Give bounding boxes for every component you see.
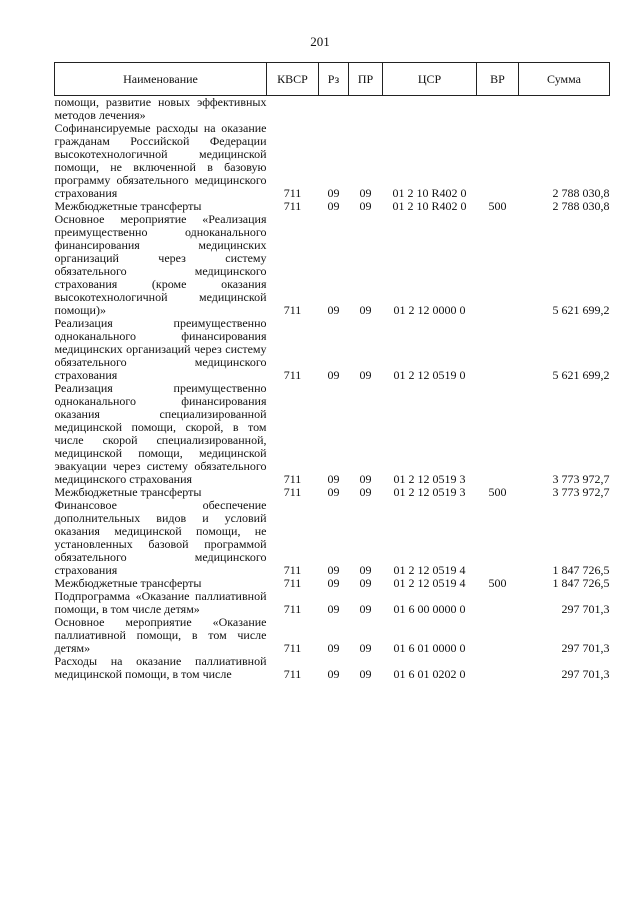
row-kvsr: 711 <box>283 368 302 382</box>
table-row <box>55 317 610 382</box>
row-pr: 09 <box>359 186 372 200</box>
row-name: помощи, развитие новых эффективных методов лечения» <box>54 95 267 122</box>
row-csr: 01 2 12 0519 4 <box>393 576 466 590</box>
row-kvsr: 711 <box>283 199 302 213</box>
budget-table <box>54 62 610 681</box>
row-rz: 09 <box>327 667 340 681</box>
row-kvsr: 711 <box>283 667 302 681</box>
column-header-kvsr: КВСР <box>267 63 319 96</box>
row-sum: 1 847 726,5 <box>552 563 610 577</box>
row-pr: 09 <box>359 472 372 486</box>
row-name: Межбюджетные трансферты <box>54 485 202 499</box>
row-pr <box>349 96 383 123</box>
column-header-vr: ВР <box>477 63 519 96</box>
row-name: Межбюджетные трансферты <box>54 576 202 590</box>
row-vr: 500 <box>488 485 507 499</box>
row-pr: 09 <box>359 602 372 616</box>
row-csr: 01 6 00 0000 0 <box>393 602 466 616</box>
column-header-csr: ЦСР <box>383 63 477 96</box>
table-row <box>55 499 610 577</box>
row-sum: 2 788 030,8 <box>552 186 610 200</box>
row-kvsr: 711 <box>283 485 302 499</box>
row-vr: 500 <box>488 576 507 590</box>
row-rz: 09 <box>327 199 340 213</box>
row-kvsr: 711 <box>283 576 302 590</box>
row-rz: 09 <box>327 563 340 577</box>
page-number: 201 <box>310 34 330 49</box>
row-name: Реализация преимущественно одноканального финансирования оказания специализированной медицинской помощи, скорой, в том числе скорой специализированной, медицинской помощи, медицинской эвакуации через систему обязательного медицинского страхования <box>54 381 267 486</box>
row-sum: 5 621 699,2 <box>552 368 610 382</box>
row-vr <box>477 590 519 616</box>
row-name: Основное мероприятие «Реализация преимущественно одноканального финансирования медицинских организаций через систему обязательного медицинского страхования (кроме оказания высокотехнологичной медицинской помощи)» <box>54 212 267 317</box>
row-pr: 09 <box>359 641 372 655</box>
row-name: Финансовое обеспечение дополнительных видов и условий оказания медицинской помощи, не установленных базовой программой обязательного медицинского страхования <box>54 498 267 577</box>
row-name: Расходы на оказание паллиативной медицинской помощи, в том числе <box>54 654 267 681</box>
row-csr: 01 2 12 0519 4 <box>393 563 466 577</box>
row-pr: 09 <box>359 563 372 577</box>
row-vr <box>477 499 519 577</box>
column-header-pr: ПР <box>349 63 383 96</box>
column-header-rz: Рз <box>319 63 349 96</box>
row-name: Реализация преимущественно одноканального финансирования медицинских организаций через систему обязательного медицинского страхования <box>54 316 267 382</box>
row-csr: 01 2 10 R402 0 <box>392 186 467 200</box>
row-kvsr: 711 <box>283 641 302 655</box>
row-name: Основное мероприятие «Оказание паллиативной помощи, в том числе детям» <box>54 615 267 655</box>
row-pr: 09 <box>359 667 372 681</box>
row-csr: 01 2 12 0519 3 <box>393 485 466 499</box>
row-pr: 09 <box>359 368 372 382</box>
row-pr: 09 <box>359 199 372 213</box>
row-rz: 09 <box>327 303 340 317</box>
row-sum: 3 773 972,7 <box>552 472 610 486</box>
row-rz: 09 <box>327 641 340 655</box>
table-row <box>55 213 610 317</box>
table-row <box>55 616 610 655</box>
table-row <box>55 122 610 200</box>
row-kvsr: 711 <box>283 186 302 200</box>
row-kvsr: 711 <box>283 303 302 317</box>
row-rz: 09 <box>327 368 340 382</box>
row-vr <box>477 317 519 382</box>
row-sum: 297 701,3 <box>561 667 610 681</box>
row-kvsr: 711 <box>283 472 302 486</box>
row-sum: 297 701,3 <box>561 602 610 616</box>
row-vr <box>477 655 519 681</box>
row-vr <box>477 213 519 317</box>
row-rz: 09 <box>327 186 340 200</box>
row-vr <box>477 382 519 486</box>
row-csr: 01 2 12 0519 3 <box>393 472 466 486</box>
row-sum: 5 621 699,2 <box>552 303 610 317</box>
row-csr <box>383 96 477 123</box>
row-pr: 09 <box>359 485 372 499</box>
row-csr: 01 2 10 R402 0 <box>392 199 467 213</box>
row-rz: 09 <box>327 576 340 590</box>
row-csr: 01 2 12 0000 0 <box>393 303 466 317</box>
row-rz: 09 <box>327 602 340 616</box>
row-csr: 01 6 01 0202 0 <box>393 667 466 681</box>
row-rz: 09 <box>327 485 340 499</box>
table-row <box>55 590 610 616</box>
row-name: Софинансируемые расходы на оказание гражданам Российской Федерации высокотехнологичной медицинской помощи, не включенной в базовую программу обязательного медицинского страхования <box>54 121 267 200</box>
row-name: Подпрограмма «Оказание паллиативной помощи, в том числе детям» <box>54 589 267 616</box>
row-pr: 09 <box>359 303 372 317</box>
row-sum <box>519 96 610 123</box>
row-csr: 01 2 12 0519 0 <box>393 368 466 382</box>
row-kvsr: 711 <box>283 602 302 616</box>
row-sum: 2 788 030,8 <box>552 199 610 213</box>
table-row <box>55 382 610 486</box>
row-vr: 500 <box>488 199 507 213</box>
row-pr: 09 <box>359 576 372 590</box>
row-vr <box>477 122 519 200</box>
column-header-name: Наименование <box>55 63 267 96</box>
row-csr: 01 6 01 0000 0 <box>393 641 466 655</box>
row-kvsr: 711 <box>283 563 302 577</box>
column-header-sum: Сумма <box>519 63 610 96</box>
table-header-row <box>55 63 610 96</box>
row-vr <box>477 96 519 123</box>
row-sum: 3 773 972,7 <box>552 485 610 499</box>
row-kvsr <box>267 96 319 123</box>
row-sum: 1 847 726,5 <box>552 576 610 590</box>
row-rz: 09 <box>327 472 340 486</box>
row-vr <box>477 616 519 655</box>
table-row <box>55 96 610 123</box>
row-sum: 297 701,3 <box>561 641 610 655</box>
row-rz <box>319 96 349 123</box>
row-name: Межбюджетные трансферты <box>54 199 202 213</box>
table-row <box>55 655 610 681</box>
